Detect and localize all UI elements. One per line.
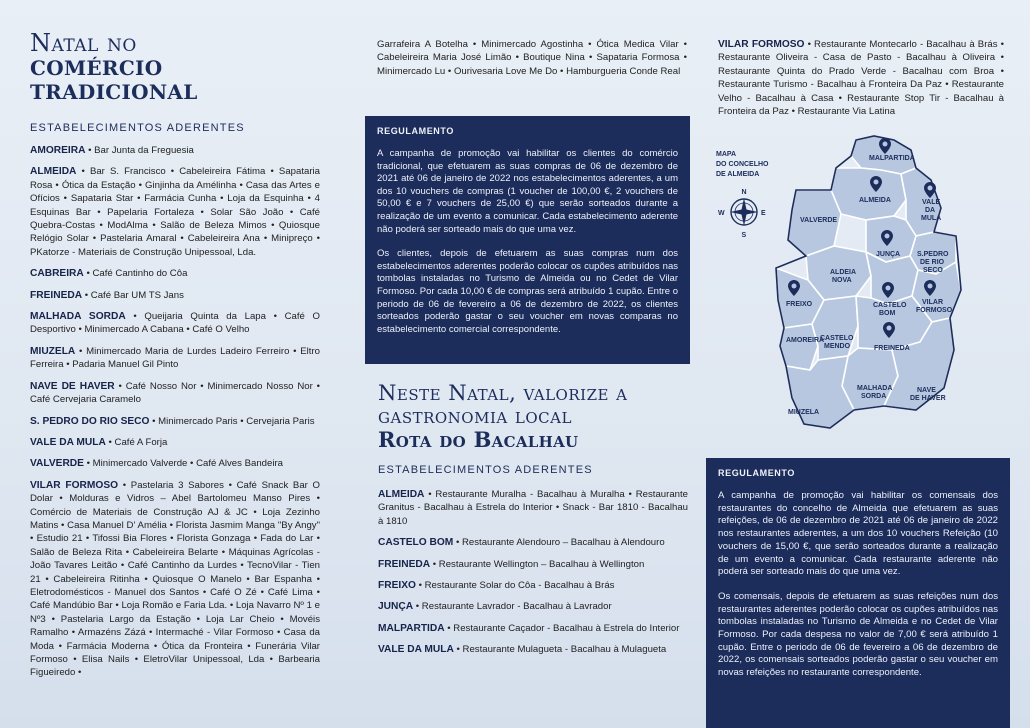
list-item	[30, 380, 320, 407]
place-name: VILAR FORMOSO	[30, 479, 119, 491]
establishments-text: • Pastelaria 3 Sabores • Café Snack Bar O Dolar • Molduras e Vidros – Abel Bartolomeu Manso Pires • Comércio de Materiais de Construção AJ & JC • Loja Zezinho Matins • Casa Manuel D' Amélia • Florista Jasmim Manga "By Angy" • Estudio 21 • Tifossi Bia Flores • Florista Gonzaga • Fada do Lar • Salão de Beleza Rita • Cabeleireira Belarte • Máquinas Agrícolas - João Tavares Leitão • Café Cantinho da Lurdes • TecnoVilar - Tien 21 • Cabeleireira Ritinha • Quiosque O Manelo • Bar Espanha • Eletrodomésticos - Manuel dos Santos • Café O Zé • Café Lima • Café Mandúbio Bar • Loja Romão e Faria Lda. • Loja Navarro Nº 1 e Nº3 • Pastelaria Largo da Estação • Loja Lar Cheio • Movéis Ramalho • Armazéns Zázá • Intermaché - Vilar Formoso • Casa da Moda • Farmácia Moderna • Ótica da Fronteira • Funerária Vilar Formoso • Elisa Nails • EletroVilar Unipessoal, Lda • Barbearia Figueiredo •	[30, 479, 321, 679]
list-item	[378, 600, 688, 613]
svg-text:DA: DA	[925, 207, 936, 214]
establishments-text: • Restaurante Muralha - Bacalhau à Muralha • Restaurante Granitus - Bacalhau à Estrela do Interior • Snack - Bar 1810 - Bacalhau à 1810	[378, 489, 688, 527]
title-natal-no: Natal no	[30, 29, 137, 57]
svg-text:MALPARTIDA: MALPARTIDA	[869, 155, 915, 162]
place-name: VALVERDE	[30, 458, 84, 470]
svg-text:MIUZELA: MIUZELA	[788, 409, 820, 416]
svg-text:NOVA: NOVA	[832, 277, 852, 284]
map-title: DO CONCELHO	[716, 161, 769, 168]
establishments-text: • Minimercado Maria de Lurdes Ladeiro Ferreiro • Eltro Ferreira • Padaria Manuel Gil Pinto	[30, 345, 320, 371]
map-title: DE ALMEIDA	[716, 171, 760, 178]
place-name: MALHADA SORDA	[30, 311, 126, 323]
svg-text:SORDA: SORDA	[861, 393, 887, 400]
place-name: NAVE DE HAVER	[30, 380, 115, 392]
svg-text:VALVERDE: VALVERDE	[800, 217, 838, 224]
establishments-text: • Café Bar UM TS Jans	[82, 289, 184, 301]
place-name: FREIXO	[378, 580, 416, 592]
title-rota-bacalhau: Rota do Bacalhau	[378, 427, 579, 452]
comercio-entries-list	[30, 144, 320, 680]
list-item	[30, 310, 320, 337]
list-item: VILAR FORMOSO • Restaurante Montecarlo - Bacalhau à Brás • Restaurante Oliveira - Casa de Pasto - Bacalhau à Oliveira • Restaurante Quinta do Prado Verde - Bacalhau com Broa • Restaurante Turismo - Bacalhau à Fronteira Da Paz • Restaurante Velho - Bacalhau à Casa • Restaurante Stop Tir - Bacalhau à Fronteira da Paz • Restaurante Via Latina	[718, 39, 1004, 118]
svg-text:FREIXO: FREIXO	[786, 301, 813, 308]
establishments-text: • Queijaria Quinta da Lapa • Café O Desportivo • Minimercado A Cabana • Café O Velho	[30, 311, 320, 336]
regulamento-title: REGULAMENTO	[718, 468, 795, 478]
column-comercio	[30, 30, 320, 688]
establishments-text: • Bar S. Francisco • Cabeleireira Fátima • Sapataria Rosa • Ótica da Estação • Ginjinha da Amélinha • Casa das Artes e Ofícios • Sapataria Star • Farmácia Cunha • Loja da Esquinha • 4 Esquinas Bar • Papelaria Fortaleza • Solar São João • Café Quebra-Costas • ModAlma • Salão de Beleza Mimos • Quiosque Relógio Solar • Pastelaria Amaral • Cabeleireira Ana • Minipreço • PKatorze - Materiais de Construção Unipessoal, Lda.	[30, 166, 320, 258]
establishments-text: • Minimercado Valverde • Café Alves Bandeira	[83, 458, 284, 470]
svg-text:MALHADA: MALHADA	[857, 385, 893, 392]
map-concelho	[706, 128, 1006, 450]
establishments-text: • Bar Junta da Freguesia	[85, 145, 194, 156]
list-item	[30, 457, 320, 470]
establishments-text: • Café Cantinho do Côa	[83, 268, 188, 280]
place-name: MALPARTIDA	[378, 622, 445, 634]
svg-text:VILAR: VILAR	[922, 299, 943, 306]
svg-text:ALMEIDA: ALMEIDA	[859, 197, 891, 204]
svg-text:S: S	[741, 232, 747, 239]
vilar-formoso-restaurants	[718, 38, 1004, 126]
svg-text:DE HAVER: DE HAVER	[910, 395, 946, 402]
gastronomia-section	[378, 382, 688, 665]
list-item	[30, 165, 320, 259]
list-item	[30, 289, 320, 302]
place-name: FREINEDA	[378, 558, 431, 570]
title-neste-natal: Neste Natal, valorize a	[378, 381, 628, 405]
map-title: MAPA	[716, 151, 737, 158]
place-name: ALMEIDA	[30, 166, 77, 178]
regulamento-title: REGULAMENTO	[377, 126, 454, 136]
place-name: MIUZELA	[30, 345, 76, 357]
place-name: AMOREIRA	[30, 145, 86, 156]
establishments-text: • Restaurante Caçador - Bacalhau à Estrela do Interior	[444, 622, 680, 634]
list-item	[378, 488, 688, 528]
list-item	[30, 436, 320, 449]
svg-text:VALE: VALE	[922, 199, 941, 206]
svg-text:JUNÇA: JUNÇA	[876, 251, 901, 258]
establishments-text: • Restaurante Solar do Côa - Bacalhau à Brás	[415, 580, 615, 592]
regulamento-paragraph: A campanha de promoção vai habilitar os comensais dos restaurantes do concelho de Almeida que efetuarem as suas refeições, de 06 de dezembro de 2021 até 06 de janeiro de 2022 nos restaurantes aderentes, a um dos 10 vouchers Refeição (10 vouchers de 15,00 €, que serão sorteados durante a realização de um evento a comunicar. Cada restaurante aderente não poderá ser sorteado mais do que uma vez.	[718, 490, 998, 578]
establishments-text: • Café A Forja	[105, 436, 168, 448]
svg-text:ALDEIA: ALDEIA	[830, 269, 857, 276]
svg-text:AMOREIRA: AMOREIRA	[786, 337, 825, 344]
place-name: CABREIRA	[30, 268, 84, 280]
svg-text:FORMOSO: FORMOSO	[916, 307, 953, 314]
place-name: FREINEDA	[30, 289, 83, 301]
establishments-text: • Café Nosso Nor • Minimercado Nosso Nor • Café Cervejaria Caramelo	[30, 380, 320, 406]
svg-text:SECO: SECO	[923, 267, 943, 274]
place-name: ALMEIDA	[378, 489, 425, 500]
regulamento-paragraph: Os clientes, depois de efetuarem as suas compras num dos estabelecimentos aderentes poderão colocar os cupões atribuídos nas tombolas instaladas no Turismo de Almeida ou no Cedet de Vilar Formoso. Por cada 10,00 € de compras será atribuído 1 cupão. Entre o periodo de 06 de fevereiro a 06 de dezembro de 2022, os clientes sorteados poderão gastar o seu voucher em novas comparas no estabelecimento comercial correspondente.	[377, 248, 678, 335]
compass-icon	[718, 189, 766, 239]
list-item	[378, 558, 688, 571]
subhead-aderentes: ESTABELECIMENTOS ADERENTES	[30, 122, 245, 134]
establishments-text: • Restaurante Alendouro – Bacalhau à Alendouro	[453, 537, 665, 549]
list-item	[30, 144, 320, 157]
svg-text:N: N	[741, 189, 747, 196]
list-item	[30, 345, 320, 372]
svg-text:W: W	[718, 210, 725, 217]
svg-text:MULA: MULA	[921, 215, 942, 222]
svg-text:S.PEDRO: S.PEDRO	[917, 251, 949, 258]
svg-text:MENDO: MENDO	[824, 343, 851, 350]
establishments-text: • Restaurante Wellington – Bacalhau à Wellington	[430, 558, 645, 570]
svg-text:CASTELO: CASTELO	[820, 335, 854, 342]
title-gastronomia: gastronomia local	[378, 404, 572, 428]
list-item	[30, 267, 320, 280]
list-item	[378, 536, 688, 549]
regulamento-paragraph: Os comensais, depois de efetuarem as suas refeições num dos restaurantes aderentes poderão colocar os cupões atribuídos nas tombolas instaladas no Turismo de Almeida e no Cedet de Vilar Formoso. Por cada despesa no valor de 7,00 € será atribuído 1 cupão. Entre o periodo de 06 de fevereiro a 06 de dezembro de 2022, os comensais sorteados poderão gastar o seu voucher em novas refeições no restaurante correspondente.	[718, 590, 998, 679]
svg-text:BOM: BOM	[879, 310, 896, 317]
subhead-aderentes: ESTABELECIMENTOS ADERENTES	[378, 464, 593, 476]
svg-text:CASTELO: CASTELO	[873, 302, 907, 309]
title-comercio-tradicional: COMÉRCIO TRADICIONAL	[30, 56, 198, 104]
list-item	[378, 579, 688, 592]
place-name: CASTELO BOM	[378, 537, 454, 549]
establishments-text: • Minimercado Paris • Cervejaria Paris	[149, 415, 315, 427]
gastronomia-entries-list	[378, 488, 688, 657]
region-almeida	[831, 168, 906, 220]
establishments-text: • Restaurante Mulagueta - Bacalhau à Mulagueta	[453, 644, 667, 656]
place-name: VALE DA MULA	[30, 436, 106, 448]
place-name: JUNÇA	[378, 601, 414, 613]
svg-text:DE RIO: DE RIO	[920, 259, 945, 266]
municipality-map	[706, 128, 1006, 450]
svg-text:E: E	[761, 210, 766, 217]
list-item	[30, 479, 320, 680]
list-item	[378, 622, 688, 635]
place-name: VALE DA MULA	[378, 644, 454, 656]
regulamento-paragraph: A campanha de promoção vai habilitar os clientes do comércio tradicional, que efetuarem as suas compras de 06 de dezembro de 2021 até 06 de janeiro de 2022 nos estabelecimentos aderentes, a um dos 10 vouchers de compras (1 voucher de 100,00 €, 2 vouchers de 50,00 € e 7 vouchers de 25,00 €) que serão sorteados durante a realização de um evento a comunicar. Cada estabelecimento aderente não poderá ser sorteado mais do que uma vez.	[377, 148, 678, 235]
svg-text:NAVE: NAVE	[917, 387, 936, 394]
regulamento-comercio	[365, 116, 690, 364]
list-item	[378, 643, 688, 656]
svg-text:FREINEDA: FREINEDA	[874, 345, 910, 352]
regulamento-restaurantes	[706, 458, 1010, 728]
establishments-text: • Restaurante Lavrador - Bacalhau à Lavrador	[413, 601, 612, 613]
list-item	[30, 415, 320, 428]
place-name: S. PEDRO DO RIO SECO	[30, 415, 150, 427]
comercio-continued: Garrafeira A Botelha • Minimercado Agostinha • Ótica Medica Vilar • Cabeleireira Maria José Limão • Boutique Nina • Sapataria Formosa • Minimercado Lu • Ourivesaria Love Me Do • Hamburgueria Conde Real	[377, 39, 687, 77]
